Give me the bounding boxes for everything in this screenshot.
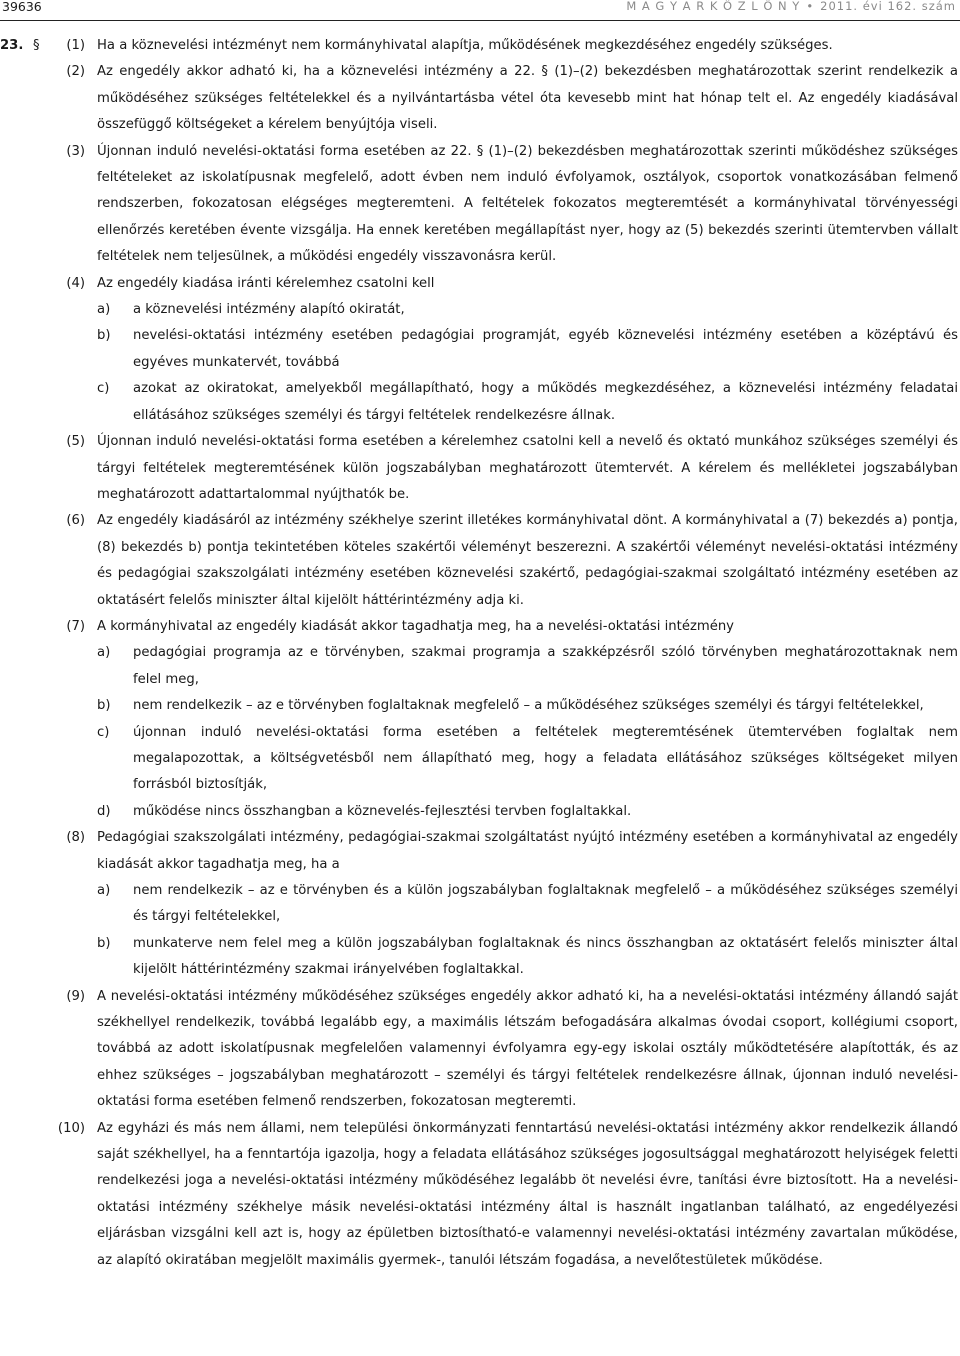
paragraph-text: A nevelési-oktatási intézmény működéséhez szükséges engedély akkor adható ki, ha a nevelési-oktatási intézmény állandó saját székhellyel rendelkezik, továbbá legalább egy, a maximális létszám befogadására alkalmas óvodai csoport, kollégiumi csoport, továbbá az adott iskolatípusnak megfelelően valamennyi évfolyamra egy-egy iskolai osztály működtetésére alapították, és az ehhez szükséges – jogszabályban meghatározott – személyi és tárgyi feltételek rendelkezésre állnak, újonnan induló nevelési-oktatási forma esetében felmenő rendszerben, fokozatosan megteremti. <box>97 988 958 1110</box>
paragraph-text: Újonnan induló nevelési-oktatási forma esetében a kérelemhez csatolni kell a nevelő és oktató munkához szükséges személyi és tárgyi feltételek megteremtésének külön jogszabályban meghatározott ütemtervét. A kérelem és mellékletei jogszabályban meghatározott adattartalommal nyújthatók be. <box>97 434 958 502</box>
item-label: c) <box>97 724 110 740</box>
item-label: b) <box>97 328 111 344</box>
list-item <box>0 640 960 693</box>
paragraph-label: (1) <box>66 38 85 53</box>
list-item <box>0 693 960 719</box>
paragraph-label: (10) <box>57 1120 85 1136</box>
section-symbol: § <box>33 38 40 53</box>
paragraph-9 <box>0 984 960 1116</box>
paragraph-5 <box>0 429 960 508</box>
paragraph-text: A kormányhivatal az engedély kiadását akkor tagadhatja meg, ha a nevelési-oktatási intézmény <box>97 618 734 634</box>
paragraph-text: Az engedély akkor adható ki, ha a köznevelési intézmény a 22. § (1)–(2) bekezdésben meghatározottak szerint rendelkezik a működéséhez szükséges feltételekkel és a nyilvántartásba vétel óta kevesebb mint hat hónap telt el. Az engedély kiadásával összefüggő költségeket a kérelem benyújtója viseli. <box>97 64 958 133</box>
list-item <box>0 799 960 825</box>
paragraph-label: (5) <box>66 434 85 450</box>
list-item <box>0 720 960 799</box>
paragraph-8 <box>0 825 960 878</box>
paragraph-4 <box>0 271 960 297</box>
publication-name: M A G Y A R K Ö Z L Ö N Y <box>626 0 801 13</box>
item-label: a) <box>97 302 111 318</box>
running-head <box>626 0 956 13</box>
item-text: nem rendelkezik – az e törvényben és a külön jogszabályban foglaltaknak megfelelő – a működéséhez szükséges személyi és tárgyi feltételekkel, <box>133 883 958 925</box>
paragraph-1 <box>0 33 960 59</box>
issue-label: 2011. évi 162. szám <box>820 0 956 13</box>
item-label: d) <box>97 803 111 819</box>
paragraph-6 <box>0 508 960 614</box>
paragraph-text: Az engedély kiadásáról az intézmény székhelye szerint illetékes kormányhivatal dönt. A kormányhivatal a (7) bekezdés a) pontja, (8) bekezdés b) pontja tekintetében köteles szakértői véleményt beszerezni. A szakértői véleményt nevelési-oktatási intézmény és pedagógiai szakszolgálati intézmény esetében köznevelési szakértő, pedagógiai-szakmai szolgáltató intézmény esetében az oktatásért felelős miniszter által kijelölt háttérintézmény adja ki. <box>97 513 958 608</box>
list-item <box>0 323 960 376</box>
document-body <box>0 33 960 1274</box>
item-text: újonnan induló nevelési-oktatási forma esetében a feltételek megteremtésének ütemtervében foglaltak nem megalapozottak, a költségvetésből nem állapítható meg, hogy a feladata ellátásához szükséges költségeket milyen forrásból biztosítják, <box>133 724 958 793</box>
item-text: működése nincs összhangban a köznevelés-fejlesztési tervben foglaltakkal. <box>133 803 632 819</box>
item-label: a) <box>97 883 111 898</box>
paragraph-label: (3) <box>66 143 85 159</box>
paragraph-text: Az engedély kiadása iránti kérelemhez csatolni kell <box>97 275 435 291</box>
list-item <box>0 376 960 429</box>
paragraph-text: Az egyházi és más nem állami, nem települési önkormányzati fenntartású nevelési-oktatási intézmény akkor rendelkezik állandó saját székhellyel, ha a fenntartója igazolja, hogy a feladata ellátásához szükséges jogosultsággal meghatározott helyiségek feletti rendelkezési joga a nevelési-oktatási intézmény működéséhez legalább öt nevelési évre, tanítási évre biztosított. Ha a nevelési-oktatási intézmény székhelye másik nevelési-oktatási intézmény által is használt ingatlanban található, az engedélyezési eljárásban vizsgálni kell azt is, hogy az épületben biztosítható-e valamennyi nevelési-oktatási intézmény zavartalan működése, az alapító okiratában megjelölt maximális gyermek-, tanulói létszám fogadása, a nevelőtestületek működése. <box>97 1120 958 1268</box>
item-text: nem rendelkezik – az e törvényben foglaltaknak megfelelő – a működéséhez szükséges személyi és tárgyi feltételekkel, <box>133 698 924 714</box>
item-label: a) <box>97 645 111 661</box>
paragraph-label: (7) <box>66 618 85 634</box>
paragraph-text: Pedagógiai szakszolgálati intézmény, pedagógiai-szakmai szolgáltatást nyújtó intézmény esetében a kormányhivatal az engedély kiadását akkor tagadhatja meg, ha a <box>97 830 958 872</box>
item-text: a köznevelési intézmény alapító okiratát, <box>133 302 405 318</box>
page-header <box>0 0 960 16</box>
list-item <box>0 297 960 323</box>
paragraph-2 <box>0 59 960 138</box>
header-rule <box>0 20 960 21</box>
paragraph-text: Újonnan induló nevelési-oktatási forma esetében az 22. § (1)–(2) bekezdésben meghatározottak szerinti működéshez szükséges feltételeket az iskolatípusnak megfelelő, adott évben nem induló évfolyamok, osztályok, csoportok vonatkozásában felmenő rendszerben, fokozatosan elégséges megteremteni. A feltételek fokozatos megteremtését a kormányhivatal törvényességi ellenőrzés keretében évente vizsgálja. Ha ennek keretében megállapítást nyer, hogy az (5) bekezdés szerinti ütemtervben vállalt feltételek nem teljesülnek, a működési engedély visszavonásra kerül. <box>97 143 958 265</box>
page-number: 39636 <box>2 0 42 14</box>
paragraph-label: (4) <box>66 275 85 291</box>
paragraph-7 <box>0 614 960 640</box>
item-label: b) <box>97 698 111 714</box>
list-item <box>0 931 960 984</box>
paragraph-10 <box>0 1116 960 1274</box>
item-text: azokat az okiratokat, amelyekből megállapítható, hogy a működés megkezdéséhez, a köznevelési intézmény feladatai ellátásához szükséges személyi és tárgyi feltételek rendelkezésre állnak. <box>133 381 958 423</box>
paragraph-label: (6) <box>66 513 85 529</box>
item-label: c) <box>97 381 110 397</box>
paragraph-3 <box>0 139 960 271</box>
paragraph-label: (2) <box>66 64 85 80</box>
list-item <box>0 878 960 931</box>
item-label: b) <box>97 935 111 951</box>
paragraph-text: Ha a köznevelési intézményt nem kormányhivatal alapítja, működésének megkezdéséhez engedély szükséges. <box>97 38 833 53</box>
paragraph-label: (8) <box>66 830 85 846</box>
bullet-separator: • <box>806 0 815 13</box>
section-number: 23. <box>0 38 24 53</box>
item-text: nevelési-oktatási intézmény esetében pedagógiai programját, egyéb köznevelési intézmény esetében a középtávú és egyéves munkatervét, továbbá <box>133 328 958 370</box>
paragraph-label: (9) <box>66 988 85 1004</box>
item-text: pedagógiai programja az e törvényben, szakmai programja a szakképzésről szóló törvényben meghatározottaknak nem felel meg, <box>133 645 958 687</box>
item-text: munkaterve nem felel meg a külön jogszabályban foglaltaknak és nincs összhangban az oktatásért felelős miniszter által kijelölt háttérintézmény szakmai irányelvében foglaltakkal. <box>133 935 958 978</box>
